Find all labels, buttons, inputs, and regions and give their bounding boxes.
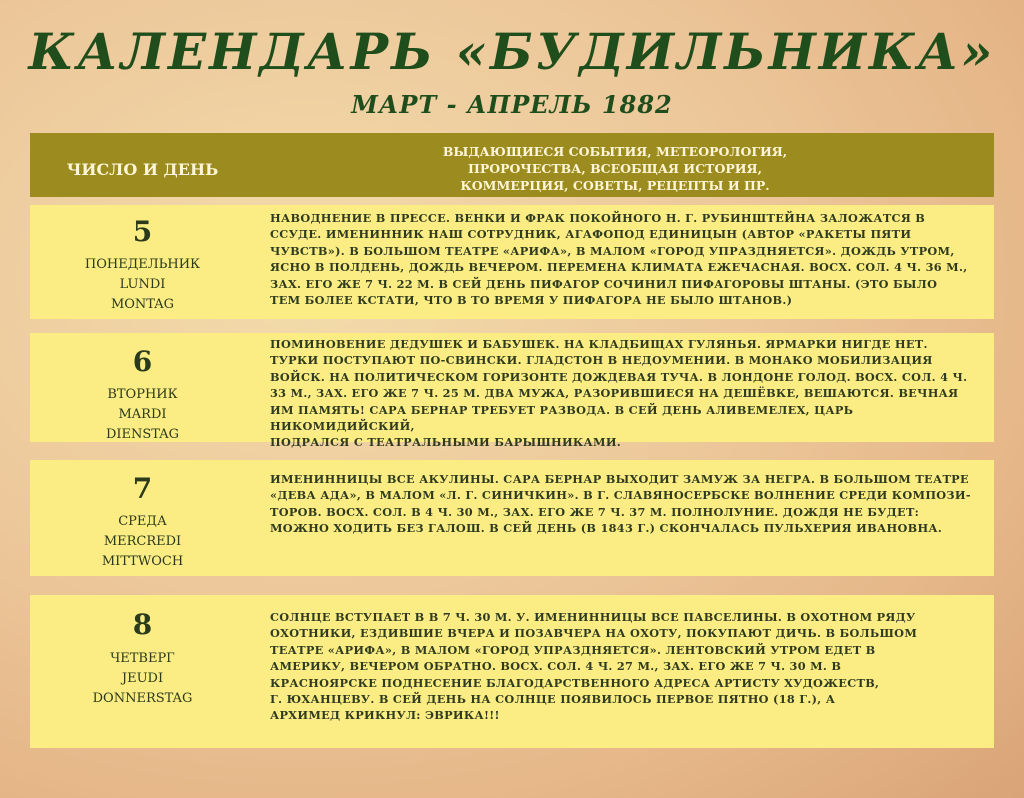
day-events: ПОМИНОВЕНИЕ ДЕДУШЕК И БАБУШЕК. НА КЛАДБИЩАХ ГУЛЯНЬЯ. ЯРМАРКИ НИГДЕ НЕТ. ТУРКИ ПОСТУПАЮТ ПО-СВИНСКИ. ГЛАДСТОН В НЕДОУМЕНИИ. В МОНАКО МОБИЛИЗАЦИЯ ВОЙСК. НА ПОЛИТИЧЕСКОМ ГОРИЗОНТЕ ДОЖДЕВАЯ ТУЧА. В ЛОНДОНЕ ГОЛОД. ВОСХ. СОЛ. 4 Ч. 33 М., ЗАХ. ЕГО ЖЕ 7 Ч. 25 М. ДВА МУЖА, РАЗОРИВШИЕСЯ НА ДЕШЁВКЕ, ВЕШАЮТСЯ. ВЕЧНАЯ ИМ ПАМЯТЬ! САРА БЕРНАР ТРЕБУЕТ РАЗВОДА. В СЕЙ ДЕНЬ АЛИВЕМЕЛЕХ, ЦАРЬ НИКОМИДИЙСКИЙ, ПОДРАЛСЯ С ТЕАТРАЛЬНЫМИ БАРЫШНИКАМИ. [270, 337, 968, 450]
header-date-column: ЧИСЛО И ДЕНЬ [66, 160, 219, 179]
day-names: ЧЕТВЕРГ JEUDI DONNERSTAG [92, 651, 193, 706]
calendar-row [30, 595, 994, 748]
header-events-column: ВЫДАЮЩИЕСЯ СОБЫТИЯ, МЕТЕОРОЛОГИЯ, ПРОРОЧЕСТВА, ВСЕОБЩАЯ ИСТОРИЯ, КОММЕРЦИЯ, СОВЕТЫ, РЕЦЕПТЫ И ПР. [442, 144, 788, 193]
calendar-row [30, 460, 994, 576]
day-names: СРЕДА MERCREDI MITTWOCH [101, 514, 184, 569]
day-names: ВТОРНИК MARDI DIENSTAG [105, 387, 180, 442]
calendar-subtitle: МАРТ - АПРЕЛЬ 1882 [351, 90, 673, 119]
calendar-title: КАЛЕНДАРЬ «БУДИЛЬНИКА» [28, 22, 996, 81]
calendar-row [30, 333, 994, 450]
day-number: 8 [132, 608, 153, 641]
day-number: 7 [132, 472, 153, 505]
day-number: 6 [132, 345, 153, 378]
day-events: НАВОДНЕНИЕ В ПРЕССЕ. ВЕНКИ И ФРАК ПОКОЙНОГО Н. Г. РУБИНШТЕЙНА ЗАЛОЖАТСЯ В ССУДЕ. ИМЕНИННИК НАШ СОТРУДНИК, АГАФОПОД ЕДИНИЦЫН (АВТОР «РАКЕТЫ ПЯТИ ЧУВСТВ»). В БОЛЬШОМ ТЕАТРЕ «АРИФА», В МАЛОМ «ГОРОД УПРАЗДНЯЕТСЯ». ДОЖДЬ УТРОМ, ЯСНО В ПОЛДЕНЬ, ДОЖДЬ ВЕЧЕРОМ. ПЕРЕМЕНА КЛИМАТА ЕЖЕЧАСНАЯ. ВОСХ. СОЛ. 4 Ч. 36 М., ЗАХ. ЕГО ЖЕ 7 Ч. 22 М. В СЕЙ ДЕНЬ ПИФАГОР СОЧИНИЛ ПИФАГОРОВЫ ШТАНЫ. (ЭТО БЫЛО ТЕМ БОЛЕЕ КСТАТИ, ЧТО В ТО ВРЕМЯ У ПИФАГОРА НЕ БЫЛО ШТАНОВ.) [270, 211, 968, 308]
day-number: 5 [132, 215, 153, 248]
day-events: ИМЕНИННИЦЫ ВСЕ АКУЛИНЫ. САРА БЕРНАР ВЫХОДИТ ЗАМУЖ ЗА НЕГРА. В БОЛЬШОМ ТЕАТРЕ «ДЕВА АДА», В МАЛОМ «Л. Г. СИНИЧКИН». В Г. СЛАВЯНОСЕРБСКЕ ВОЛНЕНИЕ СРЕДИ КОМПОЗИ- ТОРОВ. ВОСХ. СОЛ. В 4 Ч. 30 М., ЗАХ. ЕГО ЖЕ 7 Ч. 37 М. ПОЛНОЛУНИЕ. ДОЖДЯ НЕ БУДЕТ: МОЖНО ХОДИТЬ БЕЗ ГАЛОШ. В СЕЙ ДЕНЬ (В 1843 Г.) СКОНЧАЛАСЬ ПУЛЬХЕРИЯ ИВАНОВНА. [270, 472, 971, 536]
day-names: ПОНЕДЕЛЬНИК LUNDI MONTAG [84, 257, 201, 312]
calendar-row [30, 205, 994, 319]
day-events: СОЛНЦЕ ВСТУПАЕТ В В 7 Ч. 30 М. У. ИМЕНИННИЦЫ ВСЕ ПАВСЕЛИНЫ. В ОХОТНОМ РЯДУ ОХОТНИКИ, ЕЗДИВШИЕ ВЧЕРА И ПОЗАВЧЕРА НА ОХОТУ, ПОКУПАЮТ ДИЧЬ. В БОЛЬШОМ ТЕАТРЕ «АРИФА», В МАЛОМ «ГОРОД УПРАЗДНЯЕТСЯ». ЛЕНТОВСКИЙ УТРОМ ЕДЕТ В АМЕРИКУ, ВЕЧЕРОМ ОБРАТНО. ВОСХ. СОЛ. 4 Ч. 27 М., ЗАХ. ЕГО ЖЕ 7 Ч. 30 М. В КРАСНОЯРСКЕ ПОДНЕСЕНИЕ БЛАГОДАРСТВЕННОГО АДРЕСА АРТИСТУ ХУДОЖЕСТВ, Г. ЮХАНЦЕВУ. В СЕЙ ДЕНЬ НА СОЛНЦЕ ПОЯВИЛОСЬ ПЕРВОЕ ПЯТНО (18 Г.), А АРХИМЕД КРИКНУЛ: ЭВРИКА!!! [270, 610, 918, 723]
